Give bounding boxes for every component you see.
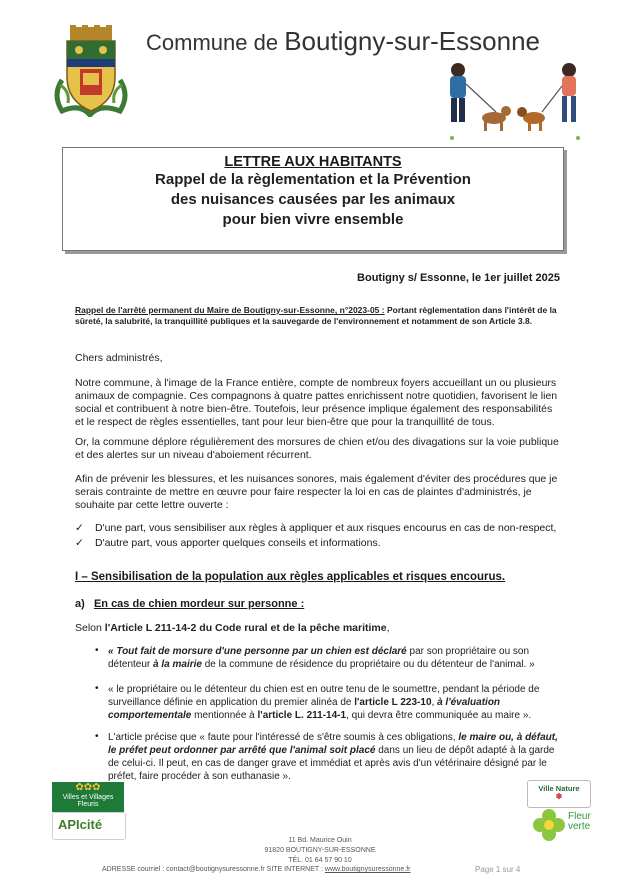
article-quote-1: « Tout fait de morsure d'une personne par un chien est déclaré par son propriétaire ou son détenteur à la mairie de la commune de résidence du propriétaire ou du détenteur de l'animal. » — [108, 646, 535, 670]
commune-prefix: Commune de — [146, 30, 285, 55]
objective-2: D'autre part, vous apporter quelques conseils et informations. — [95, 537, 381, 549]
villes-fleuris-badge — [52, 782, 124, 812]
website-link[interactable]: www.boutignysuressonne.fr — [324, 866, 411, 873]
decree-reminder — [75, 305, 560, 327]
fleur-verte-label: Fleur verte — [568, 811, 591, 832]
bullet-icon: • — [95, 683, 99, 694]
address-phone: TÉL. 01 64 57 90 10 — [288, 857, 352, 864]
letter-date: Boutigny s/ Essonne, le 1er juillet 2025 — [357, 272, 560, 284]
checkmark-icon: ✓ — [75, 537, 84, 549]
title-box — [62, 147, 564, 251]
commune-name: Boutigny-sur-Essonne — [284, 26, 540, 56]
decree-description: Portant règlementation dans l'intérêt de la sûreté, la salubrité, la tranquillité publiques et la sauvegarde de l'environnement et notamment de son Article 3.8. — [75, 305, 557, 326]
address-city: 91820 BOUTIGNY-SUR-ESSONNE — [264, 847, 376, 854]
ville-nature-label: Ville Nature — [538, 784, 580, 793]
api-cite-badge — [52, 812, 126, 840]
section-heading: I – Sensibilisation de la population aux règles applicables et risques encourus. — [75, 571, 506, 583]
bullet-icon: • — [95, 731, 99, 742]
subtitle-line-3: pour bien vivre ensemble — [222, 211, 404, 228]
greeting: Chers administrés, — [75, 352, 163, 364]
article-quote-3: L'article précise que « faute pour l'intéressé de s'être soumis à ces obligations, le maire ou, à défaut, le préfet peut ordonner par arrêté que l'animal soit placé dans un lieu de dépôt adapté à la garde de celui-ci. Il peut, en cas de danger grave et immédiat et après avis d'un vétérinaire désigné par le préfet, faire procéder à son euthanasie ». — [108, 732, 558, 782]
objective-1: D'une part, vous sensibiliser aux règles à appliquer et aux risques encourus en cas de non-respect, — [95, 522, 557, 534]
checkmark-icon: ✓ — [75, 522, 84, 534]
bullet-icon: • — [95, 645, 99, 656]
article-reference: l'Article L 211-14-2 du Code rural et de la pêche maritime — [104, 622, 387, 634]
address-street: 11 Bd. Maurice Ouin — [288, 837, 352, 844]
page-number: Page 1 sur 4 — [475, 865, 521, 874]
fleur-verte-icon — [530, 806, 568, 844]
subsection-title: En cas de chien mordeur sur personne : — [93, 598, 305, 610]
list-item — [75, 536, 556, 551]
footer-contact — [102, 866, 411, 873]
butterfly-icon: ✽ — [555, 792, 563, 801]
coat-of-arms-logo — [50, 25, 132, 117]
paragraph-2: Or, la commune déplore régulièrement des morsures de chien et/ou des divagations sur la voie publique et des alertes sur un niveau d'aboiement récurrent. — [75, 436, 559, 461]
subtitle-line-1: Rappel de la règlementation et la Prévention — [155, 171, 471, 188]
article-quote-2: « le propriétaire ou le détenteur du chien est en outre tenu de le soumettre, pendant la période de surveillance définie en application du premier alinéa de l'article L 223-10, à l'évaluation comportementale mentionnée à l'article L. 211-14-1, qui devra être communiquée au maire ». — [108, 684, 540, 721]
objectives-list — [75, 521, 556, 551]
flowers-icon: ✿✿✿ — [75, 782, 101, 793]
villes-fleuris-label: Villes et Villages Fleuris — [62, 794, 114, 808]
subsection-heading — [75, 598, 304, 610]
subtitle-line-2: des nuisances causées par les animaux — [170, 191, 456, 208]
letter-title: LETTRE AUX HABITANTS — [224, 154, 402, 170]
commune-header — [146, 26, 540, 57]
dog-walkers-illustration — [438, 60, 590, 145]
list-item — [75, 521, 556, 536]
ville-nature-badge — [527, 780, 591, 808]
article-intro: Selon l'Article L 211-14-2 du Code rural et de la pêche maritime, — [75, 622, 390, 634]
paragraph-3: Afin de prévenir les blessures, et les nuisances sonores, mais également d'éviter des procédures que je serais contrainte de mettre en œuvre pour faire respecter la loi en cas de plaintes d'administrés, je souhaite par cette lettre ouverte : — [75, 473, 558, 511]
footer-address — [230, 836, 410, 866]
paragraph-1: Notre commune, à l'image de la France entière, compte de nombreux foyers accueillant un ou plusieurs animaux de compagnie. Ces compagnons à quatre pattes enrichissent notre quotidien, favorisent le lien social et contribuent à notre bien-être. Toutefois, leur présence implique également des responsabilités et le respect de règles essentielles, tant pour leur bien-être que pour la tranquillité de tous. — [75, 377, 558, 428]
api-cite-label: APIcité — [58, 817, 103, 832]
decree-reference: Rappel de l'arrêté permanent du Maire de Boutigny-sur-Essonne, n°2023-05 : — [75, 305, 385, 315]
contact-text: ADRESSE courriel : contact@boutignysuressonne.fr SITE INTERNET : — [102, 866, 325, 873]
subsection-letter: a) — [75, 598, 85, 610]
